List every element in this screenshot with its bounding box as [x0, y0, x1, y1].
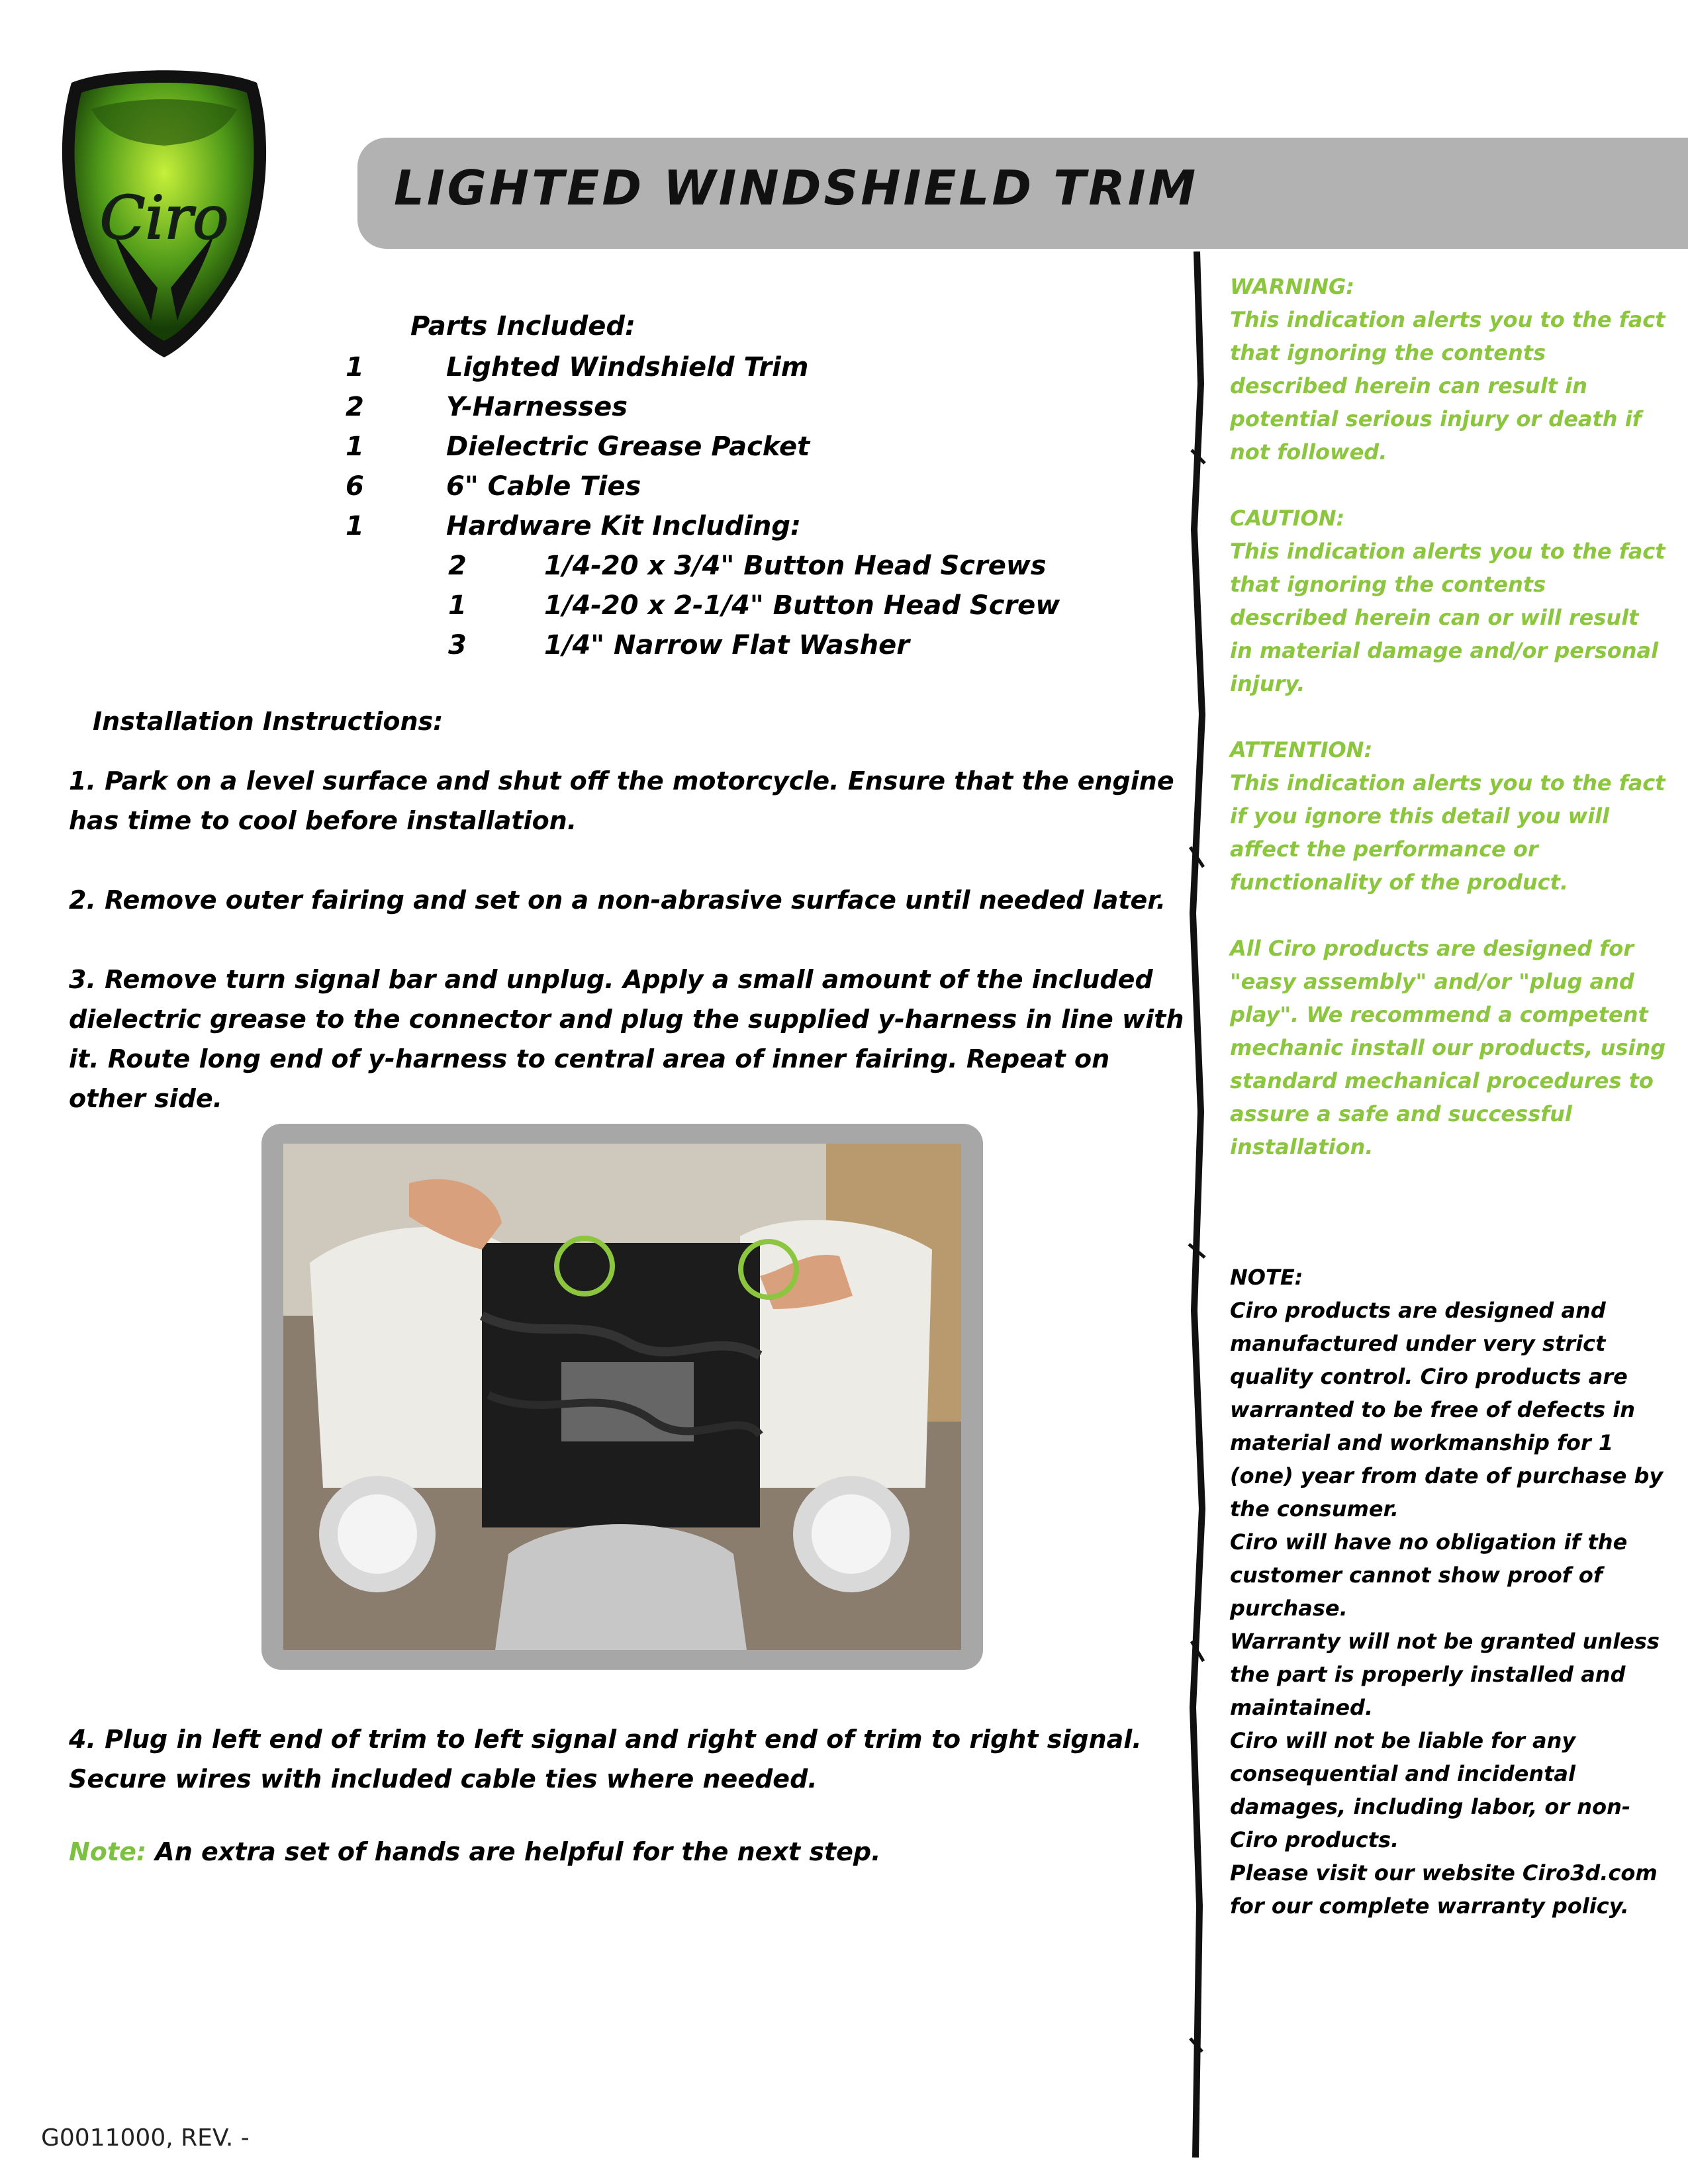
- warranty-text-4: Ciro will not be liable for any consequential and incidental damages, including labor, or non-Ciro products.: [1230, 1728, 1631, 1852]
- part-row: [346, 352, 1140, 392]
- installation-photo: [283, 1144, 961, 1650]
- hardware-qty: 2: [448, 551, 467, 581]
- warranty-text-2: Ciro will have no obligation if the customer cannot show proof of purchase.: [1230, 1529, 1628, 1621]
- logo-text: Ciro: [99, 183, 229, 253]
- part-qty: 1: [346, 432, 364, 462]
- ciro-logo: [52, 69, 277, 361]
- warranty-note: [1230, 1261, 1667, 1923]
- installation-heading: Installation Instructions:: [93, 707, 444, 736]
- step-1: 1. Park on a level surface and shut off the motorcycle. Ensure that the engine has time to cool before installation.: [69, 766, 1174, 835]
- assembly-text: All Ciro products are designed for "easy assembly" and/or "plug and play". We recommend a competent mechanic install our products, using standard mechanical procedures to assure a safe and successful installation.: [1230, 936, 1666, 1160]
- document-number: G0011000, REV. -: [41, 2124, 250, 2152]
- hardware-name: 1/4" Narrow Flat Washer: [544, 630, 910, 660]
- hardware-name: 1/4-20 x 3/4" Button Head Screws: [544, 551, 1047, 581]
- column-divider: [1185, 251, 1209, 2158]
- warranty-text-1: Ciro products are designed and manufactured under very strict quality control. Ciro products are warranted to be free of defects in material and workmanship for 1 (one) year from date of purchase by the consumer.: [1230, 1298, 1664, 1522]
- parts-heading: Parts Included:: [410, 311, 635, 341]
- part-row: [346, 432, 1140, 471]
- page-title: LIGHTED WINDSHIELD TRIM: [394, 160, 1199, 216]
- part-name: Hardware Kit Including:: [446, 511, 802, 541]
- hardware-row: [346, 590, 1140, 630]
- note-title: NOTE:: [1230, 1265, 1303, 1290]
- hardware-name: 1/4-20 x 2-1/4" Button Head Screw: [544, 590, 1060, 621]
- part-qty: 2: [346, 392, 364, 422]
- caution-block: [1230, 502, 1667, 700]
- warning-title: WARNING:: [1230, 274, 1355, 299]
- attention-text: This indication alerts you to the fact if you ignore this detail you will affect the performance or functionality of the product.: [1230, 770, 1665, 895]
- step-4: 4. Plug in left end of trim to left signal and right end of trim to right signal. Secure wires with included cable ties where needed.: [69, 1725, 1142, 1794]
- hardware-row: [346, 630, 1140, 670]
- install-note: [69, 1837, 881, 1866]
- step-2: 2. Remove outer fairing and set on a non-abrasive surface until needed later.: [69, 886, 1166, 915]
- part-row: [346, 471, 1140, 511]
- part-name: Lighted Windshield Trim: [446, 352, 809, 383]
- install-note-label: Note:: [69, 1837, 147, 1866]
- part-qty: 1: [346, 511, 364, 541]
- step-3: 3. Remove turn signal bar and unplug. Apply a small amount of the included dielectric grease to the connector and plug the supplied y-harness in line with it. Route long end of y-harness to central area of inner fairing. Repeat on other side.: [69, 965, 1184, 1113]
- install-note-text: An extra set of hands are helpful for the next step.: [155, 1837, 881, 1866]
- warranty-text-5: Please visit our website Ciro3d.com for our complete warranty policy.: [1230, 1860, 1658, 1919]
- part-name: 6" Cable Ties: [446, 471, 641, 502]
- attention-block: [1230, 733, 1667, 899]
- attention-title: ATTENTION:: [1230, 737, 1373, 762]
- part-qty: 6: [346, 471, 364, 502]
- parts-list: [346, 352, 1140, 670]
- hardware-row: [346, 551, 1140, 590]
- part-name: Dielectric Grease Packet: [446, 432, 810, 462]
- assembly-block: [1230, 932, 1667, 1163]
- part-name: Y-Harnesses: [446, 392, 628, 422]
- hardware-qty: 1: [448, 590, 467, 621]
- warning-text: This indication alerts you to the fact that ignoring the contents described herein can result in potential serious injury or death if not followed.: [1230, 307, 1665, 465]
- hardware-qty: 3: [448, 630, 467, 660]
- photo-frame: [261, 1124, 983, 1670]
- part-qty: 1: [346, 352, 364, 383]
- warranty-text-3: Warranty will not be granted unless the part is properly installed and maintained.: [1230, 1629, 1660, 1720]
- caution-text: This indication alerts you to the fact that ignoring the contents described herein can or will result in material damage and/or personal injury.: [1230, 539, 1665, 696]
- warning-block: [1230, 270, 1667, 469]
- part-row: [346, 511, 1140, 551]
- part-row: [346, 392, 1140, 432]
- caution-title: CAUTION:: [1230, 506, 1345, 531]
